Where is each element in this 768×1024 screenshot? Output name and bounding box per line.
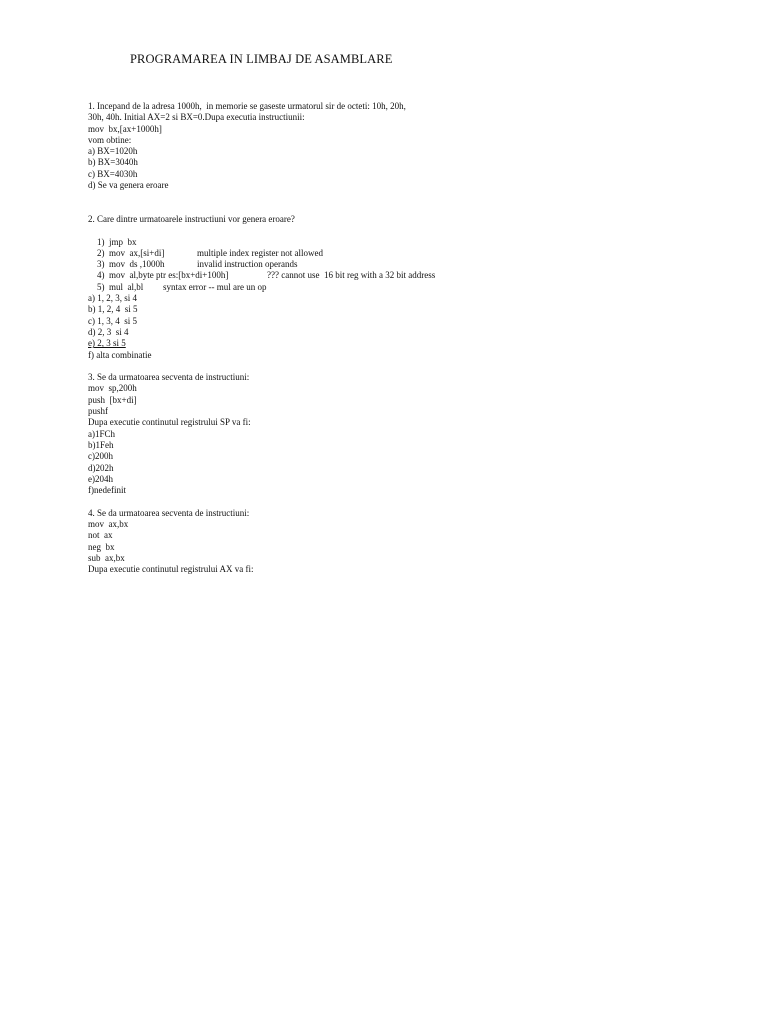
q1-text-line-2: 30h, 40h. Initial AX=2 si BX=0.Dupa executia instructiunii: [88,112,305,123]
q3-code-line: push [bx+di] [88,394,137,405]
q4-code-line: sub ax,bx [88,552,125,563]
q1-code: mov bx,[ax+1000h] [88,123,162,134]
q1-option-b: b) BX=3040h [88,157,138,168]
q2-option-c: c) 1, 3, 4 si 5 [88,315,137,326]
page-title: PROGRAMAREA IN LIMBAJ DE ASAMBLARE [130,52,393,66]
q3-option-e: e)204h [88,473,113,484]
q1-option-d: d) Se va genera eroare [88,180,169,191]
q4-prompt: Dupa executie continutul registrului AX va fi: [88,564,254,575]
q2-question: 2. Care dintre urmatoarele instructiuni vor genera eroare? [88,213,295,224]
q2-option-f: f) alta combinatie [88,349,152,360]
q3-option-a: a)1FCh [88,428,115,439]
q2-option-b: b) 1, 2, 4 si 5 [88,304,138,315]
q3-option-c: c)200h [88,451,113,462]
q1-text-line-3: vom obtine: [88,134,132,145]
q3-code-line: mov sp,200h [88,383,137,394]
q4-code-line: mov ax,bx [88,518,129,529]
q3-option-f: f)nedefinit [88,485,126,496]
q4-code-line: not ax [88,530,113,541]
q1-text-line-1: 1. Incepand de la adresa 1000h, in memorie se gaseste urmatorul sir de octeti: 10h, 20h, [88,101,406,111]
q3-code-line: pushf [88,406,108,417]
q4-code-line: neg bx [88,541,115,552]
q2-option-e [88,338,708,349]
q3-question: 3. Se da urmatoarea secventa de instructiuni: [88,372,250,383]
q2-item-note: syntax error -- mul are un op [163,281,267,292]
q1-option-c: c) BX=4030h [88,168,138,179]
q2-item-code: 4) mov al,byte ptr es:[bx+di+100h] [97,270,229,281]
q2-item-code: 2) mov ax,[si+di] [97,247,165,258]
q4-question: 4. Se da urmatoarea secventa de instructiuni: [88,507,250,518]
q2-item-note: multiple index register not allowed [197,247,323,258]
q2-item-1 [88,225,708,247]
q2-item-code: 3) mov ds ,1000h [97,259,165,270]
q2-option-e-text: e) 2, 3 si 5 [88,338,126,349]
q2-option-a: a) 1, 2, 3, si 4 [88,293,137,304]
q3-option-d: d)202h [88,462,114,473]
q1-option-a: a) BX=1020h [88,146,138,157]
q3-option-b: b)1Feh [88,439,114,450]
q3-prompt: Dupa executie continutul registrului SP va fi: [88,417,251,428]
q2-option-d: d) 2, 3 si 4 [88,326,129,337]
q2-item-2 [88,237,708,258]
q2-item-code: 1) jmp bx [97,236,137,247]
q2-item-code: 5) mul al,bl [97,281,144,292]
q2-item-note: invalid instruction operands [197,259,298,270]
document-body [88,101,708,575]
q2-item-note: ??? cannot use 16 bit reg with a 32 bit address [267,270,436,281]
